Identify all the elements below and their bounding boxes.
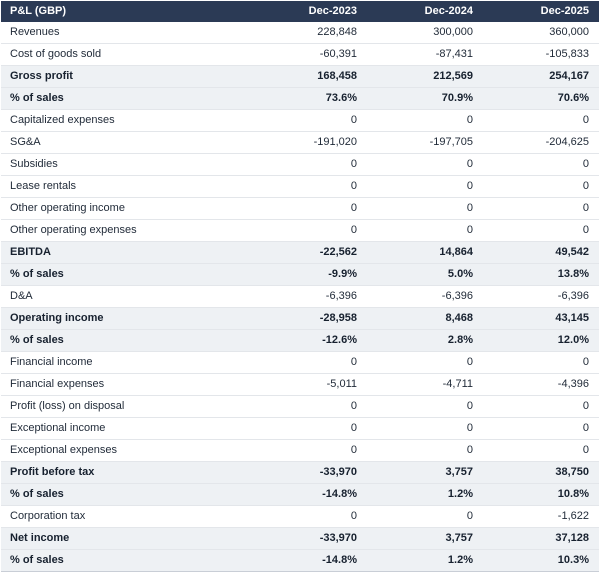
row-value-period-2: 70.9% — [367, 88, 483, 110]
table-row — [1, 154, 599, 176]
row-value-period-1: -60,391 — [251, 44, 367, 66]
table-body — [1, 22, 599, 572]
row-value-period-2: 212,569 — [367, 66, 483, 88]
row-label: Corporation tax — [1, 506, 251, 528]
row-value-period-2: 0 — [367, 418, 483, 440]
table-row — [1, 528, 599, 550]
row-value-period-1: 0 — [251, 440, 367, 462]
row-value-period-1: 168,458 — [251, 66, 367, 88]
row-value-period-1: 228,848 — [251, 22, 367, 44]
table-row — [1, 132, 599, 154]
row-value-period-2: 0 — [367, 220, 483, 242]
row-value-period-3: 0 — [483, 198, 599, 220]
row-label: Other operating income — [1, 198, 251, 220]
row-value-period-1: -28,958 — [251, 308, 367, 330]
row-value-period-1: 0 — [251, 176, 367, 198]
table-row — [1, 286, 599, 308]
table-header-row — [1, 1, 599, 22]
row-value-period-3: 10.3% — [483, 550, 599, 572]
row-label: % of sales — [1, 88, 251, 110]
row-value-period-1: 0 — [251, 220, 367, 242]
row-label: Subsidies — [1, 154, 251, 176]
table-row — [1, 484, 599, 506]
row-value-period-1: -191,020 — [251, 132, 367, 154]
row-label: D&A — [1, 286, 251, 308]
table-row — [1, 220, 599, 242]
row-value-period-3: 360,000 — [483, 22, 599, 44]
row-value-period-3: 0 — [483, 418, 599, 440]
column-header-period-3: Dec-2025 — [483, 1, 599, 22]
row-label: Profit before tax — [1, 462, 251, 484]
row-label: Lease rentals — [1, 176, 251, 198]
table-row — [1, 176, 599, 198]
row-value-period-1: -33,970 — [251, 528, 367, 550]
table-row — [1, 550, 599, 572]
row-value-period-3: 0 — [483, 352, 599, 374]
row-value-period-3: -4,396 — [483, 374, 599, 396]
row-value-period-3: -204,625 — [483, 132, 599, 154]
row-value-period-1: 0 — [251, 154, 367, 176]
table-row — [1, 66, 599, 88]
table-row — [1, 374, 599, 396]
row-value-period-3: 43,145 — [483, 308, 599, 330]
row-value-period-2: 0 — [367, 396, 483, 418]
row-label: Exceptional income — [1, 418, 251, 440]
row-value-period-2: 14,864 — [367, 242, 483, 264]
row-value-period-3: -6,396 — [483, 286, 599, 308]
row-label: Operating income — [1, 308, 251, 330]
row-label: Capitalized expenses — [1, 110, 251, 132]
table-row — [1, 308, 599, 330]
table-row — [1, 440, 599, 462]
row-value-period-1: 0 — [251, 198, 367, 220]
row-label: % of sales — [1, 264, 251, 286]
row-value-period-2: -87,431 — [367, 44, 483, 66]
row-value-period-3: 0 — [483, 110, 599, 132]
row-label: Profit (loss) on disposal — [1, 396, 251, 418]
row-label: Cost of goods sold — [1, 44, 251, 66]
row-label: Financial income — [1, 352, 251, 374]
row-label: Financial expenses — [1, 374, 251, 396]
row-value-period-2: 0 — [367, 154, 483, 176]
table-row — [1, 22, 599, 44]
profit-and-loss-table-container — [0, 1, 600, 572]
row-value-period-3: 49,542 — [483, 242, 599, 264]
row-label: Exceptional expenses — [1, 440, 251, 462]
row-value-period-1: -5,011 — [251, 374, 367, 396]
row-value-period-3: 13.8% — [483, 264, 599, 286]
row-value-period-3: 12.0% — [483, 330, 599, 352]
row-value-period-2: 0 — [367, 440, 483, 462]
row-value-period-1: -33,970 — [251, 462, 367, 484]
row-label: Net income — [1, 528, 251, 550]
row-value-period-2: -4,711 — [367, 374, 483, 396]
row-value-period-3: -1,622 — [483, 506, 599, 528]
row-value-period-2: 300,000 — [367, 22, 483, 44]
table-row — [1, 396, 599, 418]
row-value-period-1: 73.6% — [251, 88, 367, 110]
row-value-period-2: 8,468 — [367, 308, 483, 330]
row-label: % of sales — [1, 484, 251, 506]
row-label: SG&A — [1, 132, 251, 154]
row-value-period-2: -6,396 — [367, 286, 483, 308]
row-value-period-3: 70.6% — [483, 88, 599, 110]
row-value-period-1: 0 — [251, 396, 367, 418]
row-label: Revenues — [1, 22, 251, 44]
table-header — [1, 1, 599, 22]
row-value-period-3: 0 — [483, 176, 599, 198]
row-value-period-2: 1.2% — [367, 550, 483, 572]
row-value-period-2: 0 — [367, 506, 483, 528]
row-value-period-3: 10.8% — [483, 484, 599, 506]
row-value-period-1: 0 — [251, 352, 367, 374]
table-row — [1, 242, 599, 264]
profit-and-loss-table — [1, 1, 599, 572]
row-value-period-3: 0 — [483, 440, 599, 462]
row-value-period-2: 0 — [367, 110, 483, 132]
row-value-period-3: 0 — [483, 220, 599, 242]
row-value-period-2: 3,757 — [367, 462, 483, 484]
table-row — [1, 198, 599, 220]
row-value-period-2: -197,705 — [367, 132, 483, 154]
table-row — [1, 110, 599, 132]
row-value-period-3: 0 — [483, 396, 599, 418]
row-value-period-3: 0 — [483, 154, 599, 176]
row-label: % of sales — [1, 330, 251, 352]
column-header-period-1: Dec-2023 — [251, 1, 367, 22]
row-value-period-1: 0 — [251, 418, 367, 440]
row-value-period-2: 0 — [367, 352, 483, 374]
row-value-period-2: 5.0% — [367, 264, 483, 286]
row-value-period-3: 37,128 — [483, 528, 599, 550]
row-label: % of sales — [1, 550, 251, 572]
table-row — [1, 462, 599, 484]
row-value-period-2: 0 — [367, 176, 483, 198]
row-value-period-2: 2.8% — [367, 330, 483, 352]
row-value-period-3: -105,833 — [483, 44, 599, 66]
row-value-period-1: -12.6% — [251, 330, 367, 352]
row-value-period-1: -14.8% — [251, 484, 367, 506]
table-row — [1, 352, 599, 374]
table-row — [1, 44, 599, 66]
column-header-label: P&L (GBP) — [1, 1, 251, 22]
row-value-period-1: -14.8% — [251, 550, 367, 572]
table-row — [1, 264, 599, 286]
row-value-period-2: 0 — [367, 198, 483, 220]
row-label: Gross profit — [1, 66, 251, 88]
row-label: EBITDA — [1, 242, 251, 264]
table-row — [1, 88, 599, 110]
row-value-period-1: -22,562 — [251, 242, 367, 264]
table-row — [1, 506, 599, 528]
row-value-period-2: 3,757 — [367, 528, 483, 550]
row-value-period-3: 38,750 — [483, 462, 599, 484]
row-label: Other operating expenses — [1, 220, 251, 242]
table-row — [1, 330, 599, 352]
row-value-period-1: -9.9% — [251, 264, 367, 286]
row-value-period-3: 254,167 — [483, 66, 599, 88]
row-value-period-1: 0 — [251, 110, 367, 132]
column-header-period-2: Dec-2024 — [367, 1, 483, 22]
row-value-period-1: 0 — [251, 506, 367, 528]
table-row — [1, 418, 599, 440]
row-value-period-2: 1.2% — [367, 484, 483, 506]
row-value-period-1: -6,396 — [251, 286, 367, 308]
